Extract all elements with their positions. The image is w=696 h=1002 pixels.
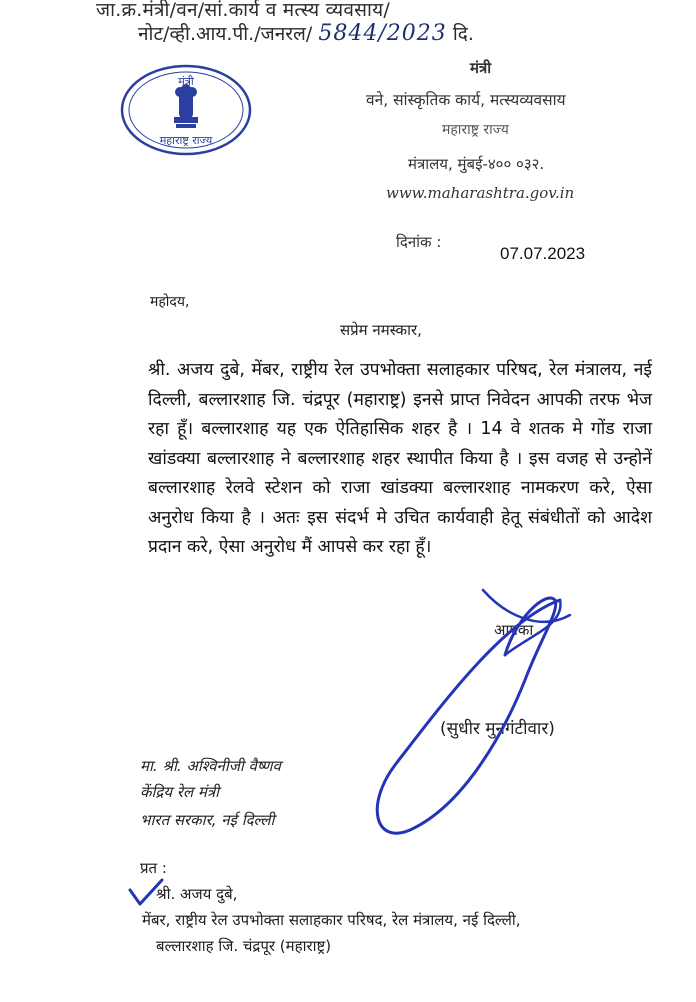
letterhead-state: महाराष्ट्र राज्य — [442, 122, 509, 138]
copy-to-label: प्रत : — [140, 859, 167, 877]
copy-to-line-3: बल्लारशाह जि. चंद्रपूर (महाराष्ट्र) — [156, 937, 332, 955]
reference-number: 5844/2023 — [318, 21, 447, 46]
seal-bottom-text: महाराष्ट्र राज्य — [159, 134, 213, 147]
copy-to-line-1: श्री. अजय दुबे, — [156, 885, 238, 903]
letterhead-title: मंत्री — [470, 59, 492, 77]
greeting: सप्रेम नमस्कार, — [340, 321, 422, 339]
date-label: दिनांक : — [396, 233, 442, 251]
recipient-designation: केंद्रिय रेल मंत्री — [140, 783, 220, 801]
recipient-name: मा. श्री. अश्विनीजी वैष्णव — [140, 757, 281, 775]
government-seal-stamp — [118, 62, 254, 158]
reference-prefix: नोट/व्ही.आय.पी./जनरल/ — [138, 23, 313, 45]
salutation: महोदय, — [150, 294, 190, 310]
letterhead-address: मंत्रालय, मुंबई-४०० ०३२. — [408, 155, 545, 173]
letter-body: श्री. अजय दुबे, मेंबर, राष्ट्रीय रेल उपभोक्ता सलाहकार परिषद, रेल मंत्रालय, नई दिल्ली, बल्लारशाह जि. चंद्रपूर (महाराष्ट्र) इनसे प्राप्त निवेदन आपकी तरफ भेज रहा हूँ। बल्लारशाह यह एक ऐतिहासिक शहर है । 14 वे शतक मे गोंड राजा खांडक्या बल्लारशाह ने बल्लारशाह शहर स्थापीत किया है । इस वजह से उन्होनें बल्लारशाह रेलवे स्टेशन को राजा खांडक्या बल्लारशाह नामकरण करे, ऐसा अनुरोध किया है । अतः इस संदर्भ मे उचित कार्यवाही हेतू संबंधीतों को आदेश प्रदान करे, ऐसा अनुरोध मैं आपसे कर रहा हूँ। — [148, 360, 652, 557]
signatory-name: (सुधीर मुनगंटीवार) — [440, 719, 555, 739]
reference-suffix: दि. — [452, 23, 474, 45]
recipient-office: भारत सरकार, नई दिल्ली — [140, 811, 275, 829]
seal-top-text: मंत्री — [178, 75, 194, 88]
date-value: 07.07.2023 — [500, 244, 586, 263]
closing: आपका — [494, 621, 534, 639]
handwritten-signature — [355, 560, 615, 860]
reference-line-1: जा.क्र.मंत्री/वन/सां.कार्य व मत्स्य व्यवसाय/ — [96, 0, 390, 21]
letterhead-website: www.maharashtra.gov.in — [386, 184, 575, 202]
emblem-icon — [174, 84, 198, 128]
reference-line-2 — [138, 20, 474, 46]
letterhead-departments: वने, सांस्कृतिक कार्य, मत्स्यव्यवसाय — [366, 91, 566, 109]
copy-to-line-2: मेंबर, राष्ट्रीय रेल उपभोक्ता सलाहकार परिषद, रेल मंत्रालय, नई दिल्ली, — [142, 911, 521, 929]
